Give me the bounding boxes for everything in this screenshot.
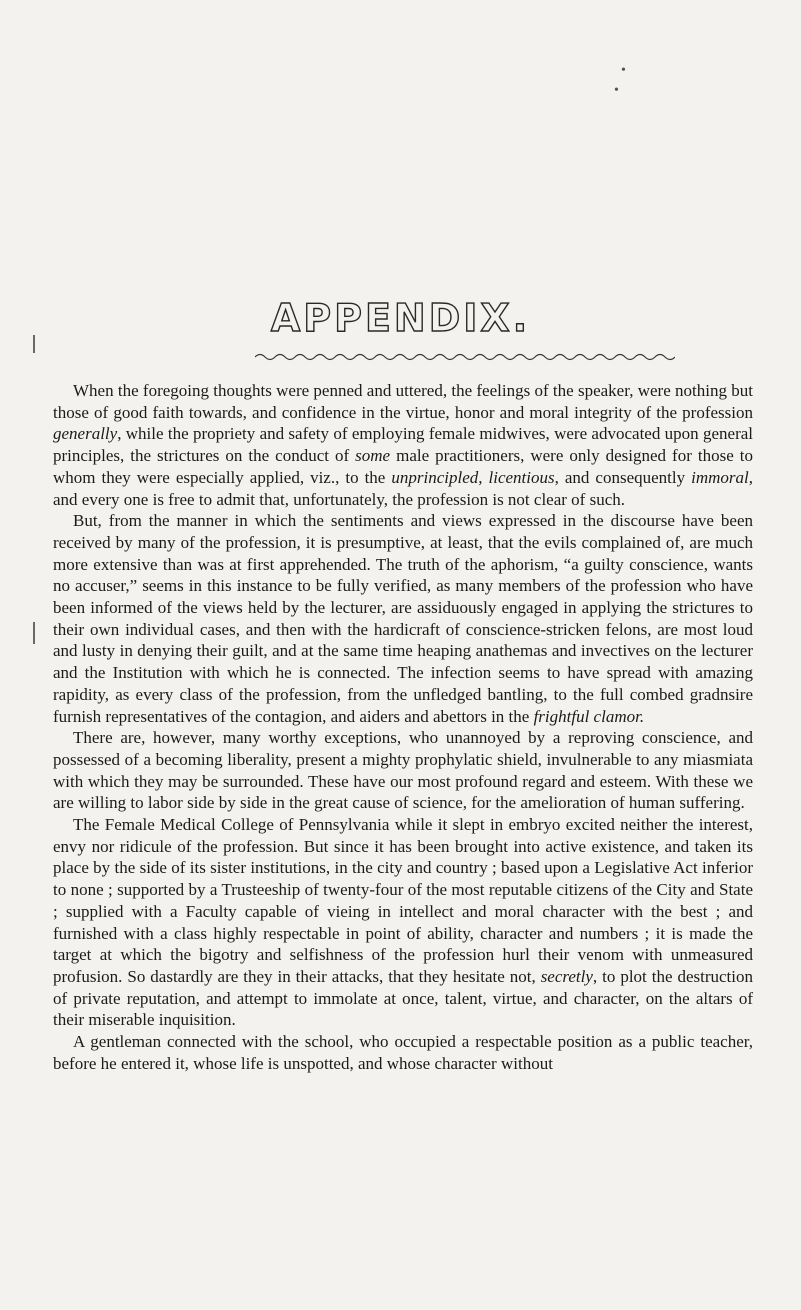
text-run: , while the propriety and safety of employing female midwives, were advocated upon general principles, the strictures on the conduct of bbox=[53, 424, 753, 466]
paragraph bbox=[53, 1031, 753, 1074]
text-run: When the foregoing thoughts were penned and uttered, the feelings of the speaker, were nothing but those of good faith towards, and confidence in the virtue, honor and moral integrity of the profession bbox=[53, 381, 753, 422]
paragraph bbox=[53, 727, 753, 814]
italic-text: unprincipled, licentious bbox=[391, 467, 555, 487]
text-run: , to plot the destruction of private reputation, and attempt to immolate at once, talent, virtue, and character, on the altars of their miserable inquisition. bbox=[53, 966, 753, 1030]
ink-speck: • bbox=[621, 63, 626, 78]
text-run: , and every one is free to admit that, unfortunately, the profession is not clear of such. bbox=[53, 467, 753, 509]
italic-text: generally bbox=[53, 424, 118, 444]
paragraph bbox=[53, 814, 753, 1031]
ink-speck: • bbox=[614, 83, 619, 98]
text-run: There are, however, many worthy exceptions, who unannoyed by a reproving conscience, and possessed of a becoming liberality, present a mighty prophylatic shield, invulnerable to any miasmiata with which they may be surrounded. These have our most profound regard and esteem. With these we are willing to labor side by side in the great cause of science, for the amelioration of human suffering. bbox=[53, 728, 753, 813]
text-run: , and consequently bbox=[554, 467, 692, 487]
text-run: But, from the manner in which the sentiments and views expressed in the discourse have been received by many of the profession, it is presumptive, at least, that the evils complained of, are much more extensive than was at first apprehended. The truth of the aphorism, “a guilty conscience, wants no accuser,” seems in this instance to be fully verified, as many members of the profession who have been informed of the views held by the lecturer, are assiduously engaged in applying the strictures to their own individual cases, and then with the hardicraft of conscience-stricken felons, are most loud and lusty in denying their guilt, and at the same time heaping anathemas and invectives on the lecturer and the Institution with which he is connected. The infection seems to have spread with amazing rapidity, as every class of the profession, from the unfledged bantling, to the full combed gradnsire furnish representatives of the contagion, and aiders and abettors in the bbox=[53, 511, 753, 726]
wavy-rule bbox=[255, 352, 675, 362]
italic-text: frightful clamor. bbox=[533, 706, 645, 726]
italic-text: some bbox=[355, 446, 391, 466]
italic-text: secretly bbox=[540, 966, 593, 986]
text-run: male practitioners, were only designed for those to whom they were especially applied, viz., to the bbox=[53, 446, 753, 487]
paragraph bbox=[53, 510, 753, 727]
paragraph bbox=[53, 380, 753, 510]
italic-text: immoral bbox=[691, 467, 749, 487]
appendix-heading: APPENDIX. bbox=[270, 296, 531, 340]
margin-mark bbox=[33, 622, 35, 644]
body-text bbox=[53, 380, 753, 1075]
text-run: A gentleman connected with the school, who occupied a respectable position as a public teacher, before he entered it, whose life is unspotted, and whose character without bbox=[53, 1032, 753, 1073]
text-run: The Female Medical College of Pennsylvania while it slept in embryo excited neither the interest, envy nor ridicule of the profession. But since it has been brought into active existence, and taken its place by the side of its sister institutions, in the city and country ; based upon a Legislative Act inferior to none ; supported by a Trusteeship of twenty-four of the most reputable citizens of the City and State ; supplied with a Faculty capable of vieing in intellect and moral character with the best ; and furnished with a class highly respectable in point of ability, character and numbers ; it is made the target at which the bigotry and selfishness of the profession hurl their venom with unmeasured profusion. So dastardly are they in their attacks, that they hesitate not, bbox=[53, 815, 753, 986]
